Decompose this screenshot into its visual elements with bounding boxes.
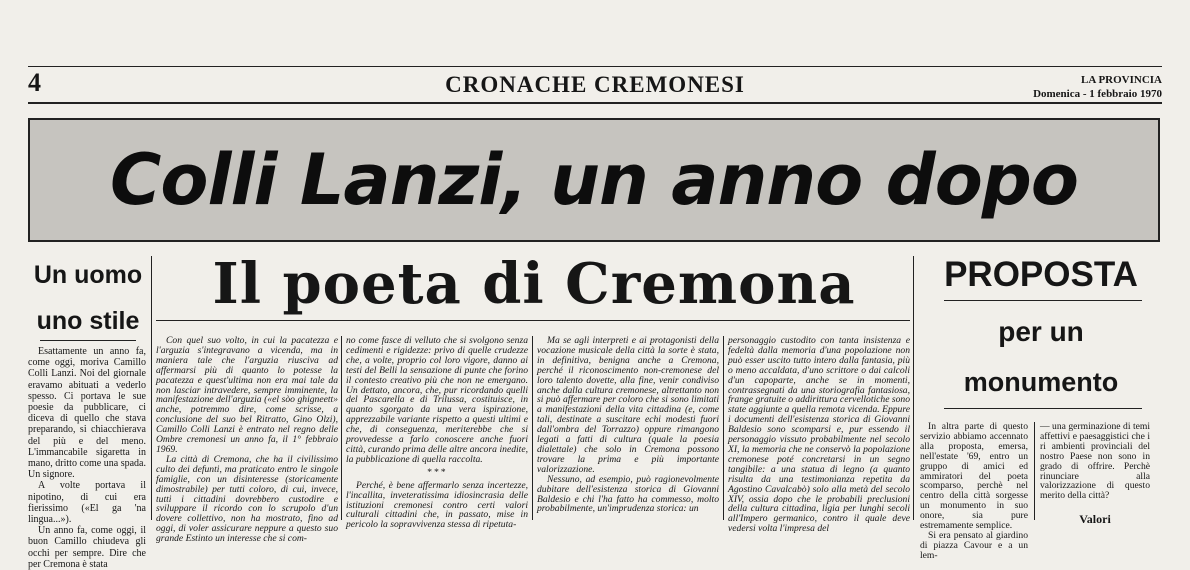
article-column-2 <box>346 335 528 531</box>
left-article-body <box>28 346 146 570</box>
column-divider <box>1034 422 1035 520</box>
left-paragraph: Un anno fa, come oggi, il buon Camillo chiudeva gli occhi per sempre. Dire che per Cremona è stata <box>28 525 146 570</box>
article-paragraph: Perché, è bene affermarlo senza incertezze, l'incallita, inveteratissima idiosincrasia delle istituzioni cremonesi contro certi valori culturali cittadini che, in passato, mise in pericolo la sopravvivenza stessa di ripetuta- <box>346 479 528 531</box>
masthead-rule-bottom <box>28 102 1162 104</box>
right-article-column-2 <box>1040 421 1150 527</box>
column-divider <box>913 256 914 520</box>
section-separator: *** <box>426 466 448 478</box>
section-title: CRONACHE CREMONESI <box>445 72 745 97</box>
article-paragraph: no come fasce di velluto che si svolgono senza cedimenti e rigidezze: privo di quelle crudezze che, a volte, proprio col loro vigore, danno ai testi del Belli la sensazione di punte che forino il contesto creativo più che non ne emergano. Un dettato, ancora, che, pur ricordando quelli del Pascarella e di Trilussa, costituisce, in quanto sgorgato da una vera ispirazione, apprezzabile variante rispetto a questi ultimi e che, di conseguenza, meriterebbe che si provvedesse a farlo conoscere anche fuori città, curando prima delle altre ancora inedite, la pubblicazione di quella raccolta. <box>346 335 528 465</box>
right-subheadline-line2: monumento <box>963 367 1119 397</box>
masthead-rule-top <box>28 66 1162 67</box>
article-paragraph: Con quel suo volto, in cui la pacatezza e l'arguzia s'integravano a vicenda, ma in maniera tale che l'arguzia riusciva ad affermarsi più di quanto lo potesse la pacatezza e quest'ultima non era mai tale da non lasciar intravedere, sempre imminente, la manifestazione dell'arguzia («el sòo ghigneett» anche, potremmo dire, come scrisse, a conclusione del suo bel Ritratto, Gino Olzi), Camillo Colli Lanzi è entrato nel regno delle Ombre cremonesi un anno fa, il 1° febbraio 1969. <box>156 335 338 455</box>
newspaper-name: LA PROVINCIA <box>1081 74 1162 86</box>
column-divider <box>723 336 724 520</box>
title-rule <box>156 320 910 321</box>
article-column-1 <box>156 335 338 545</box>
left-headline-line1: Un uomo <box>33 261 143 289</box>
right-subheadline-rule <box>944 408 1142 409</box>
banner-headline-box <box>28 118 1160 242</box>
right-headline: PROPOSTA <box>944 255 1138 294</box>
left-paragraph: Esattamente un anno fa, come oggi, moriva Camillo Colli Lanzi. Noi del giornale eravamo abituati a vederlo spesso. Ci portava le sue poesie da pubblicare, ci diceva di quello che stava preparando, si chiacchierava del più e del meno. L'immancabile sigaretta in mano, dritto come una spada. Un signore. <box>28 346 146 481</box>
column-divider <box>532 336 533 520</box>
article-paragraph: personaggio custodito con tanta insistenza e fedeltà dalla memoria d'una popolazione non può esser uscito tutto intero dalla fantasia, più o meno accaldata, d'uno scrittore o dai calcoli d'un capoparte, anche se in momenti, contrassegnati da una storiografia fantasiosa, frange gratuite o addirittura cervellotiche sono state aggiunte a quella remota vicenda. Eppure i documenti dell'esistenza storica di Giovanni Baldesio sono scomparsi e, pur essendo il personaggio vissuto probabilmente nel secolo XI, la memoria che ne conservò la popolazione cremonese poté concretarsi in un segno tangibile: a una statua di legno (a quanto risulta da una testimonianza repetita da Agostino Cavalcabò) solo alla metà del secolo XIV, ossia dopo che le probabili preclusioni della cultura cittadina, ligia per lunghi secoli all'Impero germanico, contro il quale deve vedersi volta l'impresa del <box>728 335 910 535</box>
article-paragraph: La città di Cremona, che ha il civilissimo culto dei defunti, ma praticato entro le singole famiglie, con un disinteresse (storicamente dimostrabile) per tutti coloro, di cui, invece, tutti i cittadini dovrebbero custodire e sviluppare il ricordo con lo scrupolo d'un dovere collettivo, non ha mostrato, fino ad oggi, di voler assicurare neppure a questo suo grande Estinto un interesse che si com- <box>156 453 338 545</box>
column-divider <box>151 256 152 520</box>
page-number: 4 <box>28 68 41 97</box>
right-subheadline-line1: per un <box>998 316 1084 347</box>
issue-date: Domenica - 1 febbraio 1970 <box>1033 88 1162 100</box>
right-paragraph: Si era pensato al giardino di piazza Cavour e a un lem- <box>920 529 1028 561</box>
subsection-heading: Valori <box>1079 512 1111 527</box>
left-headline-line2: uno stile <box>36 307 140 335</box>
left-paragraph: A volte portava il nipotino, di cui era fierissimo («El ga 'na lingua...»). <box>28 480 146 526</box>
left-headline-rule <box>40 340 136 341</box>
article-column-3 <box>537 336 719 520</box>
article-paragraph: Ma se agli interpreti e ai protagonisti della vocazione musicale della città la sorte è stata, in definitiva, benigna anche a Cremona, perché il riconoscimento non-cremonese del loro talento dovette, alla fine, venir condiviso anche dalla cultura cremonese, altrettanto non si può affermare per coloro che si sono limitati a manifestazioni della vita cittadina (e, come tali, destinate a suscitare echi modesti fuori dall'ombra del Torrazzo) oppure rimangono legati a fatti di cultura (quale la poesia dialettale) che solo in Cremona possono trovare la prima e più importante valorizzazione. <box>537 335 719 475</box>
column-divider <box>341 336 342 520</box>
article-paragraph: Nessuno, ad esempio, può ragionevolmente dubitare dell'esistenza storica di Giovanni Baldesio e chi l'ha fatto ha commesso, molto probabilmente, un'imprudenza storica: un <box>537 473 719 515</box>
right-paragraph: In altra parte di questo servizio abbiamo accennato alla proposta, emersa, nell'estate '69, entro un gruppo di amici ed ammiratori del poeta scomparso, perchè nel centro della città sorgesse un monumento in suo onore, sia pure estremamente semplice. <box>920 421 1028 532</box>
right-article-column-1 <box>920 421 1028 561</box>
article-title: Il poeta di Cremona <box>212 251 856 317</box>
banner-headline: Colli Lanzi, un anno dopo <box>110 139 1078 221</box>
right-paragraph: — una germinazione di temi affettivi e paesaggistici che i ri ambienti provinciali del nostro Paese non sono in grado di offrire. Perchè rinunciare alla valorizzazione di questo merito della città? <box>1040 421 1150 502</box>
right-headline-rule <box>944 300 1142 301</box>
article-column-4 <box>728 335 910 535</box>
